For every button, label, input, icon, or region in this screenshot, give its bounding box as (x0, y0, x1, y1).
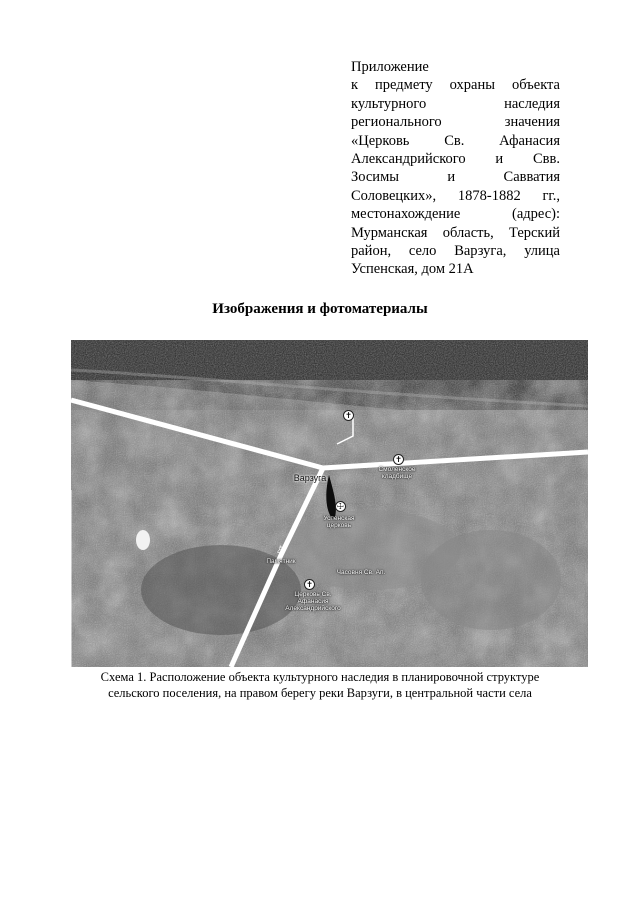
appendix-line: район, село Варзуга, улица (351, 243, 560, 260)
satellite-map (71, 340, 588, 667)
appendix-line: Александрийского и Свв. (351, 151, 560, 168)
chapel-label: Часовня Св. Ап. (336, 569, 386, 576)
appendix-line: культурного наследия (351, 95, 560, 112)
appendix-line: к предмету охраны объекта (351, 77, 560, 94)
map-graphic (71, 340, 588, 667)
church-icon: ✝ (304, 579, 315, 590)
appendix-line: «Церковь Св. Афанасия (351, 132, 560, 149)
cross-icon: ✝ (393, 454, 404, 465)
cemetery-label: Смоленское кладбище (378, 466, 416, 480)
village-label: Варзуга (293, 473, 327, 483)
appendix-header (351, 58, 560, 279)
monument-icon: ♙ (276, 545, 285, 556)
appendix-line: Зосимы и Савватия (351, 169, 560, 186)
monument-label: Памятник (266, 558, 296, 565)
section-heading: Изображения и фотоматериалы (212, 301, 428, 317)
appendix-line: местонахождение (адрес): (351, 206, 560, 223)
chapel-icon: ☩ (336, 502, 345, 511)
caption-line-2: сельского поселения, на правом берегу реки Варзуги, в центральной части села (108, 685, 532, 700)
church-label: Успенская церковь (323, 515, 355, 529)
caption-line-1: Схема 1. Расположение объекта культурного наследия в планировочной структуре (100, 670, 540, 684)
appendix-line: Мурманская область, Терский (351, 224, 560, 241)
appendix-line: Приложение (351, 59, 429, 75)
appendix-line: регионального значения (351, 114, 560, 131)
figure-caption (60, 670, 580, 701)
cross-icon: ✝ (343, 410, 354, 421)
church-afanasy-label: Церковь Св. Афанасия Александрийского (285, 591, 341, 612)
appendix-line: Соловецких», 1878-1882 гг., (351, 187, 560, 204)
appendix-line: Успенская, дом 21А (351, 261, 474, 278)
white-spot (136, 530, 150, 550)
